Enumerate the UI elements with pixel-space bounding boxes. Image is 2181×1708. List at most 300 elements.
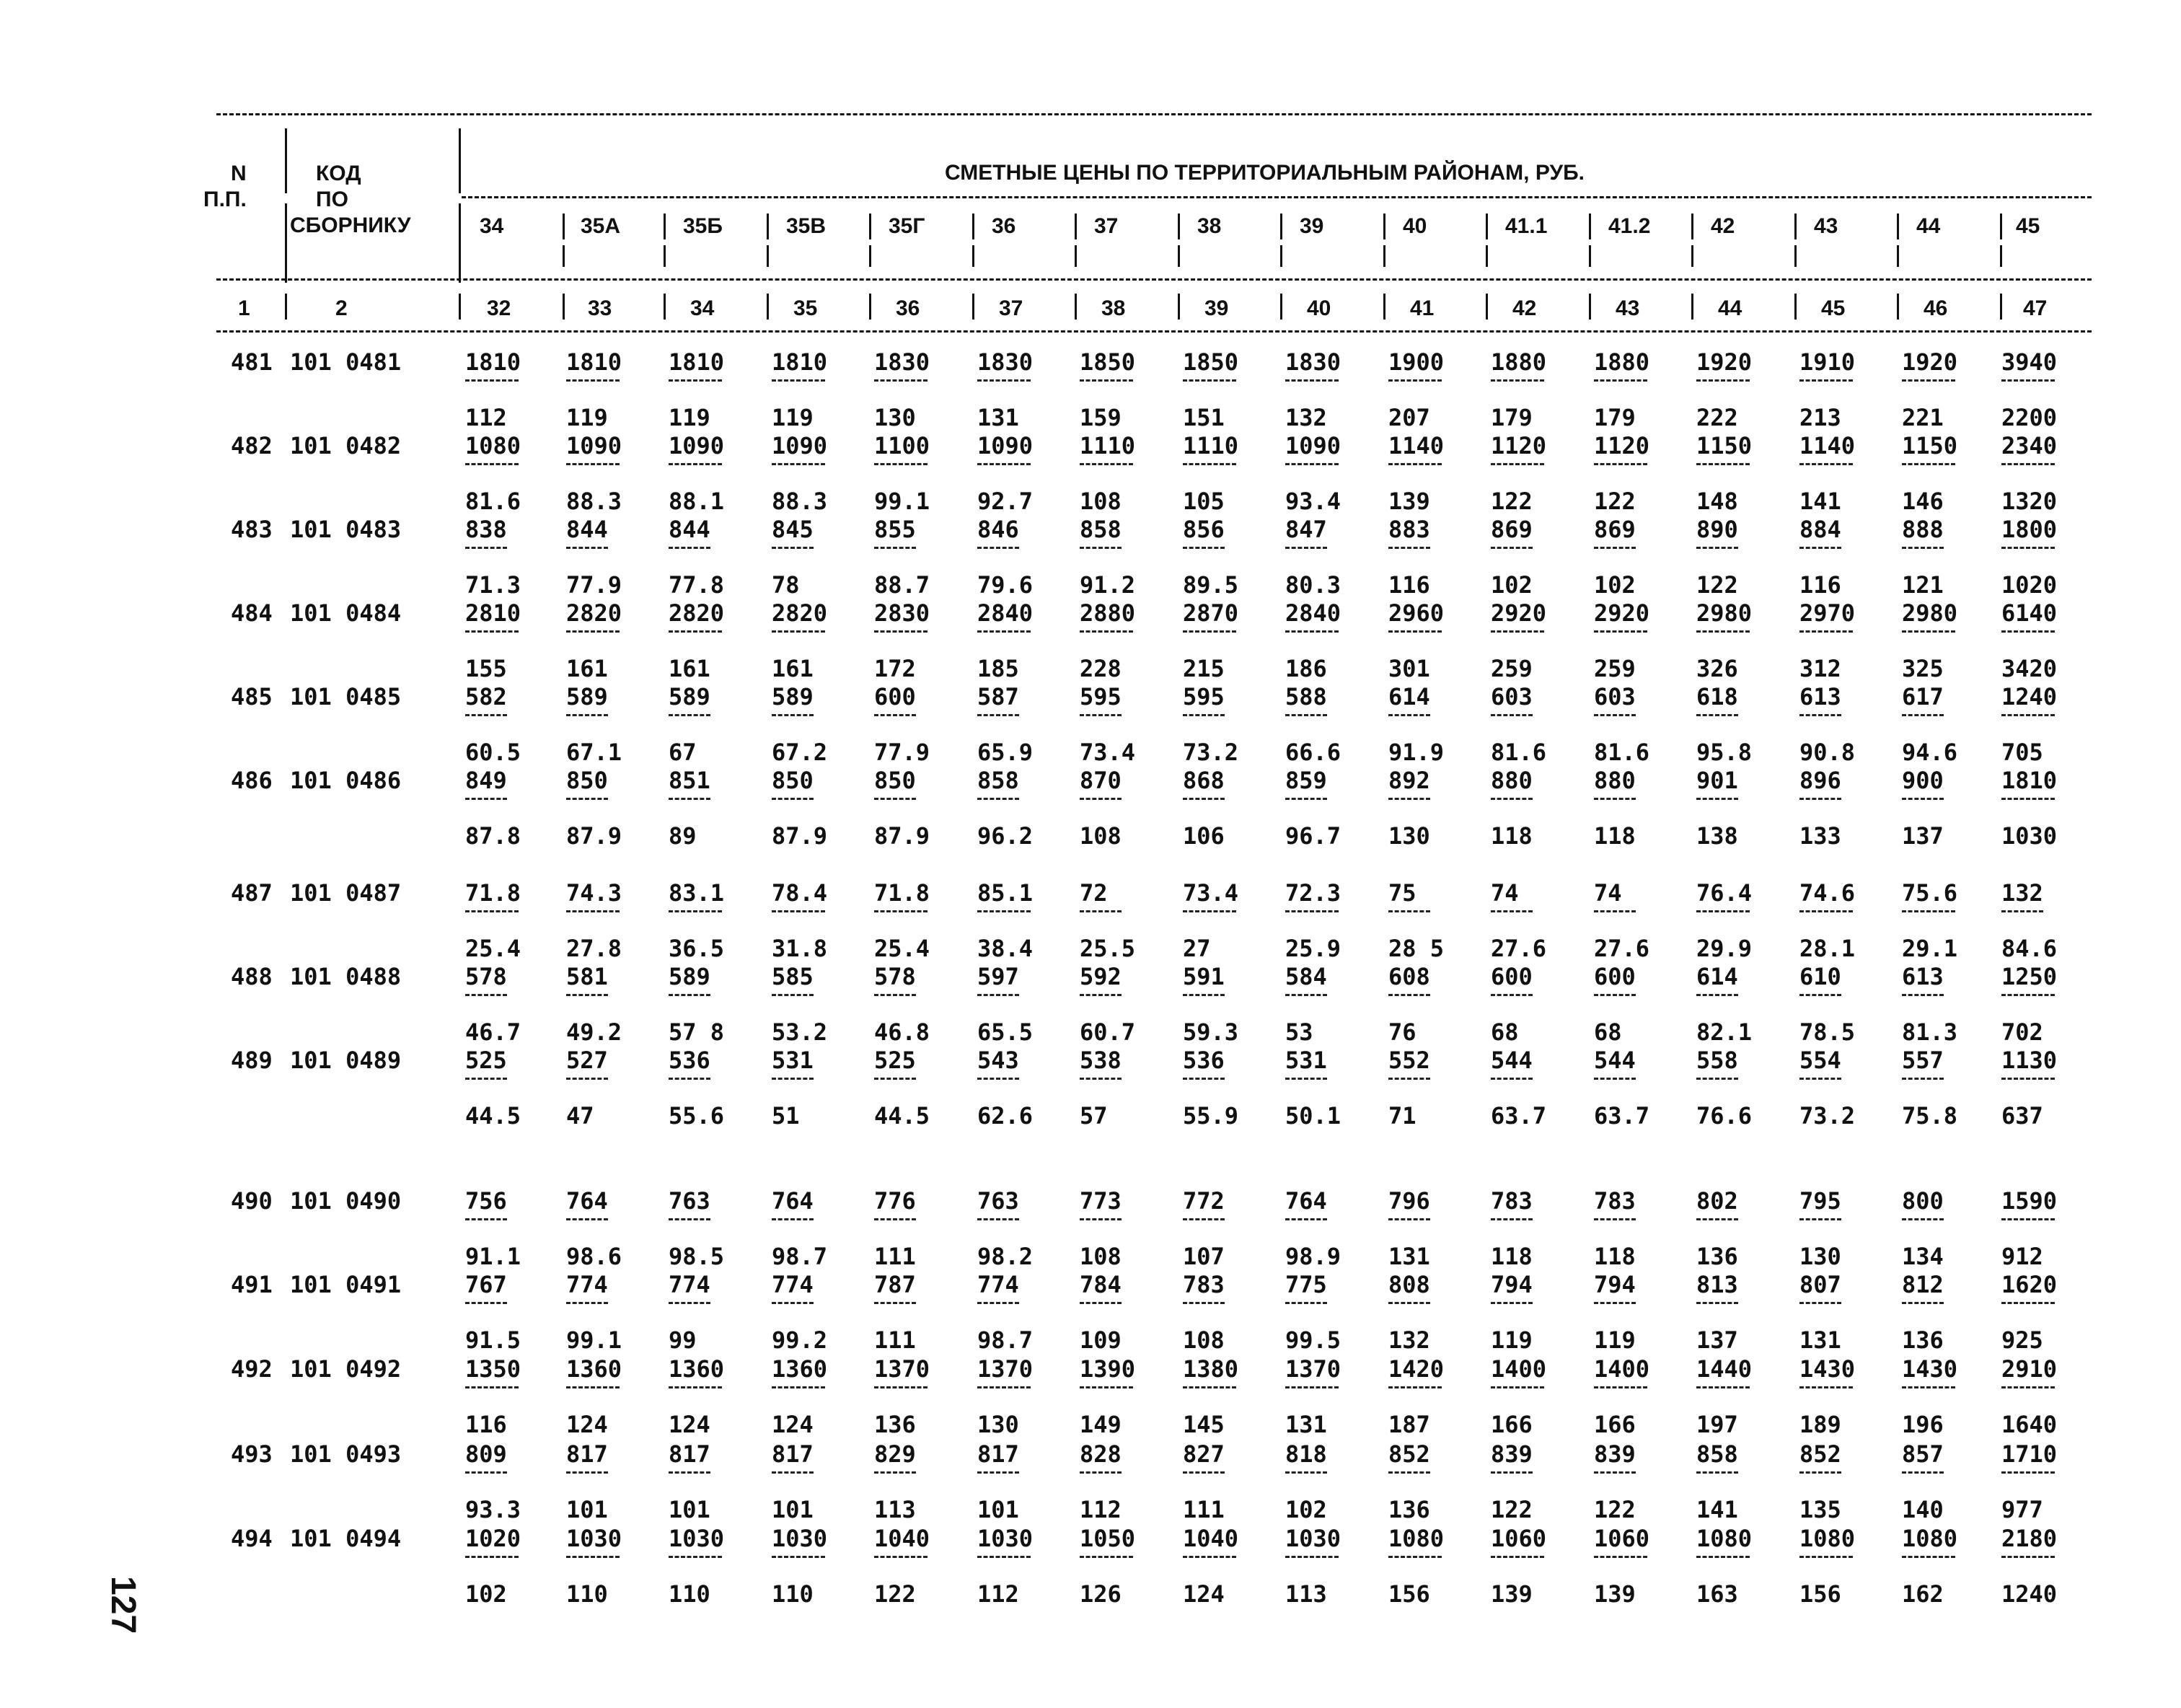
price-value-bottom: 25.5	[1080, 935, 1136, 962]
price-value-bottom: 89.5	[1183, 571, 1239, 599]
price-value-top: 1090	[669, 432, 725, 459]
price-value-bottom: 108	[1080, 822, 1122, 850]
price-value-top: 610	[1799, 963, 1841, 990]
price-value-top: 1810	[669, 348, 725, 376]
price-value-top: 1850	[1080, 348, 1136, 376]
price-value-top: 1810	[566, 348, 622, 376]
price-value-top: 1920	[1902, 348, 1958, 376]
fraction-line	[1799, 714, 1841, 716]
fraction-line	[1696, 714, 1738, 716]
price-value-top: 1400	[1594, 1355, 1650, 1383]
fraction-line	[1285, 714, 1327, 716]
row-number: 483	[231, 516, 273, 543]
fraction-line	[1080, 714, 1122, 716]
price-value-bottom: 106	[1183, 822, 1225, 850]
price-value-bottom: 119	[1491, 1326, 1533, 1354]
fraction-line	[1594, 1218, 1636, 1220]
fraction-line	[1388, 1078, 1430, 1080]
price-value-bottom: 112	[465, 404, 507, 431]
price-value-top: 794	[1594, 1271, 1636, 1298]
fraction-line	[669, 1302, 710, 1304]
price-value-bottom: 113	[874, 1496, 916, 1523]
fraction-line	[1491, 1078, 1533, 1080]
fraction-line	[1285, 1218, 1327, 1220]
price-value-top: 1060	[1594, 1525, 1650, 1552]
price-value-bottom: 113	[1285, 1580, 1327, 1608]
price-value-bottom: 67.1	[566, 739, 622, 766]
column-number: 35	[793, 296, 818, 320]
price-value-top: 800	[1902, 1187, 1944, 1215]
price-value-top: 817	[566, 1440, 608, 1468]
price-value-bottom: 29.9	[1696, 935, 1753, 962]
price-value-bottom: 65.5	[977, 1018, 1034, 1046]
district-header: 40	[1403, 214, 1427, 238]
price-value-top: 1830	[1285, 348, 1341, 376]
district-separator-lower	[1691, 245, 1693, 267]
fraction-line	[874, 1218, 916, 1220]
fraction-line	[2001, 994, 2055, 996]
fraction-line	[1594, 1386, 1647, 1388]
fraction-line	[1183, 714, 1225, 716]
price-value-bottom: 116	[465, 1411, 507, 1438]
row-code: 101 0494	[290, 1525, 402, 1552]
price-value-bottom: 136	[1696, 1243, 1738, 1270]
price-value-top: 614	[1388, 683, 1430, 710]
fraction-line	[1491, 1386, 1544, 1388]
price-value-top: 75.6	[1902, 879, 1958, 907]
fraction-line	[1183, 1078, 1225, 1080]
price-value-bottom: 189	[1799, 1411, 1841, 1438]
price-value-top: 847	[1285, 516, 1327, 543]
price-value-bottom: 99	[669, 1326, 697, 1354]
price-value-top: 132	[2001, 879, 2043, 907]
price-value-bottom: 76	[1388, 1018, 1416, 1046]
price-value-bottom: 1030	[2001, 822, 2058, 850]
price-value-top: 812	[1902, 1271, 1944, 1298]
price-value-top: 772	[1183, 1187, 1225, 1215]
price-value-top: 784	[1080, 1271, 1122, 1298]
price-value-top: 880	[1491, 767, 1533, 794]
fraction-line	[1594, 798, 1636, 800]
price-value-bottom: 110	[566, 1580, 608, 1608]
fraction-line	[465, 910, 519, 912]
colnum-separator	[1794, 294, 1797, 320]
price-value-top: 2970	[1799, 599, 1856, 627]
price-value-top: 1140	[1799, 432, 1856, 459]
fraction-line	[1799, 798, 1841, 800]
row-code: 101 0483	[290, 516, 402, 543]
price-value-bottom: 134	[1902, 1243, 1944, 1270]
row-number: 485	[231, 683, 273, 710]
price-value-top: 557	[1902, 1047, 1944, 1074]
district-header: 39	[1300, 214, 1324, 238]
district-header: 35В	[786, 214, 827, 238]
price-value-bottom: 172	[874, 655, 916, 682]
fraction-line	[1594, 379, 1647, 382]
fraction-line	[1388, 379, 1442, 382]
fraction-line	[2001, 379, 2055, 382]
fraction-line	[669, 1386, 722, 1388]
price-value-top: 1390	[1080, 1355, 1136, 1383]
price-value-bottom: 259	[1491, 655, 1533, 682]
price-value-top: 1090	[977, 432, 1034, 459]
price-value-top: 857	[1902, 1440, 1944, 1468]
fraction-line	[465, 1078, 507, 1080]
price-value-top: 1360	[669, 1355, 725, 1383]
price-value-bottom: 99.2	[772, 1326, 828, 1354]
fraction-line	[669, 1218, 710, 1220]
price-value-top: 1030	[772, 1525, 828, 1552]
price-value-top: 1090	[566, 432, 622, 459]
price-value-bottom: 90.8	[1799, 739, 1856, 766]
price-value-bottom: 101	[772, 1496, 814, 1523]
price-value-top: 1370	[874, 1355, 930, 1383]
colnum-separator	[1897, 294, 1899, 320]
price-value-bottom: 44.5	[874, 1102, 930, 1130]
price-value-bottom: 132	[1388, 1326, 1430, 1354]
colnum-separator	[1075, 294, 1077, 320]
fraction-line	[977, 463, 1031, 465]
price-value-bottom: 161	[772, 655, 814, 682]
price-value-bottom: 977	[2001, 1496, 2043, 1523]
fraction-line	[772, 379, 825, 382]
price-value-top: 1380	[1183, 1355, 1239, 1383]
price-value-top: 1440	[1696, 1355, 1753, 1383]
price-value-top: 525	[465, 1047, 507, 1074]
fraction-line	[1388, 910, 1430, 912]
price-value-top: 1080	[1388, 1525, 1445, 1552]
row-code: 101 0488	[290, 963, 402, 990]
colnum-separator	[664, 294, 666, 320]
price-value-top: 829	[874, 1440, 916, 1468]
fraction-line	[1902, 1471, 1944, 1474]
fraction-line	[1799, 1078, 1841, 1080]
district-header: 37	[1094, 214, 1119, 238]
price-value-bottom: 55.6	[669, 1102, 725, 1130]
fraction-line	[1902, 547, 1944, 549]
price-value-bottom: 47	[566, 1102, 594, 1130]
price-value-top: 1910	[1799, 348, 1856, 376]
fraction-line	[1902, 1078, 1944, 1080]
fraction-line	[566, 463, 620, 465]
price-value-top: 589	[669, 683, 710, 710]
district-separator	[1589, 214, 1591, 239]
fraction-line	[669, 1471, 710, 1474]
num-header-2: П.П.	[203, 188, 247, 211]
fraction-line	[566, 994, 608, 996]
fraction-line	[874, 910, 928, 912]
price-value-bottom: 197	[1696, 1411, 1738, 1438]
fraction-line	[1799, 630, 1853, 633]
fraction-line	[772, 1556, 825, 1558]
price-value-top: 869	[1594, 516, 1636, 543]
price-value-bottom: 77.8	[669, 571, 725, 599]
fraction-line	[1183, 1302, 1225, 1304]
price-value-bottom: 179	[1491, 404, 1533, 431]
fraction-line	[1491, 1556, 1544, 1558]
fraction-line	[1594, 1556, 1647, 1558]
price-value-bottom: 119	[772, 404, 814, 431]
fraction-line	[772, 1471, 814, 1474]
price-value-top: 588	[1285, 683, 1327, 710]
price-value-top: 2820	[772, 599, 828, 627]
price-value-bottom: 131	[1799, 1326, 1841, 1354]
price-value-top: 1810	[772, 348, 828, 376]
price-value-top: 845	[772, 516, 814, 543]
price-value-top: 1800	[2001, 516, 2058, 543]
fraction-line	[977, 547, 1019, 549]
price-value-bottom: 136	[874, 1411, 916, 1438]
fraction-line	[1799, 1302, 1841, 1304]
price-value-top: 1020	[465, 1525, 521, 1552]
price-value-top: 1120	[1491, 432, 1547, 459]
fraction-line	[465, 1386, 519, 1388]
district-separator	[1691, 214, 1693, 239]
price-value-top: 796	[1388, 1187, 1430, 1215]
district-separator-lower	[1280, 245, 1282, 267]
price-value-bottom: 101	[669, 1496, 710, 1523]
price-value-bottom: 186	[1285, 655, 1327, 682]
price-value-top: 1880	[1491, 348, 1547, 376]
price-value-top: 525	[874, 1047, 916, 1074]
price-value-top: 591	[1183, 963, 1225, 990]
fraction-line	[2001, 910, 2043, 912]
price-value-top: 1370	[977, 1355, 1034, 1383]
fraction-line	[1183, 910, 1236, 912]
price-value-bottom: 101	[566, 1496, 608, 1523]
price-value-bottom: 102	[1285, 1496, 1327, 1523]
row-number: 492	[231, 1355, 273, 1383]
price-value-bottom: 118	[1594, 1243, 1636, 1270]
price-value-bottom: 91.2	[1080, 571, 1136, 599]
fraction-line	[874, 463, 928, 465]
district-header: 41.1	[1505, 214, 1548, 238]
price-value-bottom: 38.4	[977, 935, 1034, 962]
fraction-line	[1183, 463, 1236, 465]
price-value-bottom: 136	[1388, 1496, 1430, 1523]
price-value-top: 1090	[1285, 432, 1341, 459]
price-value-bottom: 107	[1183, 1243, 1225, 1270]
fraction-line	[1183, 630, 1236, 633]
fraction-line	[1594, 1302, 1636, 1304]
fraction-line	[1080, 910, 1122, 912]
price-value-top: 794	[1491, 1271, 1533, 1298]
price-value-bottom: 76.6	[1696, 1102, 1753, 1130]
fraction-line	[465, 630, 519, 633]
fraction-line	[772, 1218, 814, 1220]
fraction-line	[566, 798, 608, 800]
price-value-bottom: 27.6	[1594, 935, 1650, 962]
fraction-line	[669, 994, 710, 996]
price-value-bottom: 73.2	[1799, 1102, 1856, 1130]
price-value-bottom: 94.6	[1902, 739, 1958, 766]
price-value-top: 838	[465, 516, 507, 543]
price-value-bottom: 88.3	[566, 488, 622, 515]
num-header-1: N	[231, 162, 247, 185]
price-value-bottom: 91.5	[465, 1326, 521, 1354]
colnum-separator	[285, 294, 287, 320]
price-value-top: 1590	[2001, 1187, 2058, 1215]
code-header-2: ПО	[316, 188, 348, 211]
price-value-top: 818	[1285, 1440, 1327, 1468]
price-value-bottom: 131	[977, 404, 1019, 431]
district-separator-lower	[664, 245, 666, 267]
price-value-top: 608	[1388, 963, 1430, 990]
fraction-line	[1080, 1556, 1133, 1558]
price-value-top: 83.1	[669, 879, 725, 907]
price-value-bottom: 222	[1696, 404, 1738, 431]
price-value-bottom: 130	[1388, 822, 1430, 850]
price-value-top: 603	[1594, 683, 1636, 710]
fraction-line	[977, 1386, 1031, 1388]
header-divider-code	[459, 128, 461, 193]
price-value-top: 2920	[1491, 599, 1547, 627]
price-value-bottom: 63.7	[1594, 1102, 1650, 1130]
price-value-bottom: 84.6	[2001, 935, 2058, 962]
price-value-bottom: 116	[1799, 571, 1841, 599]
district-header: 35Г	[889, 214, 925, 238]
fraction-line	[1285, 910, 1339, 912]
price-value-top: 817	[669, 1440, 710, 1468]
fraction-line	[669, 1078, 710, 1080]
price-value-bottom: 148	[1696, 488, 1738, 515]
fraction-line	[1080, 1386, 1133, 1388]
column-number: 42	[1512, 296, 1537, 320]
fraction-line	[1799, 547, 1841, 549]
price-value-top: 589	[566, 683, 608, 710]
fraction-line	[1594, 630, 1647, 633]
fraction-line	[1491, 1302, 1533, 1304]
price-value-top: 844	[566, 516, 608, 543]
row-code: 101 0487	[290, 879, 402, 907]
fraction-line	[566, 1078, 608, 1080]
price-value-top: 74	[1491, 879, 1519, 907]
price-value-top: 2870	[1183, 599, 1239, 627]
price-value-top: 1060	[1491, 1525, 1547, 1552]
fraction-line	[566, 714, 608, 716]
district-separator	[563, 214, 565, 239]
price-value-bottom: 3420	[2001, 655, 2058, 682]
price-value-top: 1120	[1594, 432, 1650, 459]
fraction-line	[1696, 1302, 1738, 1304]
price-value-top: 595	[1080, 683, 1122, 710]
fraction-line	[1491, 798, 1533, 800]
price-value-top: 2840	[1285, 599, 1341, 627]
price-value-top: 783	[1491, 1187, 1533, 1215]
price-value-bottom: 111	[874, 1243, 916, 1270]
column-number: 33	[588, 296, 612, 320]
price-value-top: 884	[1799, 516, 1841, 543]
fraction-line	[1388, 1471, 1430, 1474]
price-value-bottom: 146	[1902, 488, 1944, 515]
fraction-line	[874, 994, 916, 996]
price-value-bottom: 105	[1183, 488, 1225, 515]
price-value-bottom: 110	[669, 1580, 710, 1608]
price-value-bottom: 124	[566, 1411, 608, 1438]
price-value-bottom: 139	[1491, 1580, 1533, 1608]
price-value-top: 787	[874, 1271, 916, 1298]
price-value-top: 536	[1183, 1047, 1225, 1074]
price-value-bottom: 36.5	[669, 935, 725, 962]
district-separator-lower	[2000, 245, 2002, 267]
fraction-line	[1080, 1078, 1122, 1080]
fraction-line	[1285, 994, 1327, 996]
fraction-line	[566, 1218, 608, 1220]
price-value-top: 849	[465, 767, 507, 794]
fraction-line	[1696, 910, 1750, 912]
price-value-top: 538	[1080, 1047, 1122, 1074]
district-separator	[1075, 214, 1077, 239]
fraction-line	[1902, 1218, 1944, 1220]
price-value-top: 775	[1285, 1271, 1327, 1298]
price-value-top: 858	[1080, 516, 1122, 543]
price-value-bottom: 73.2	[1183, 739, 1239, 766]
price-value-bottom: 637	[2001, 1102, 2043, 1130]
fraction-line	[977, 994, 1019, 996]
price-value-top: 527	[566, 1047, 608, 1074]
price-value-bottom: 166	[1594, 1411, 1636, 1438]
fraction-line	[465, 1302, 507, 1304]
fraction-line	[1285, 1556, 1339, 1558]
price-value-top: 2830	[874, 599, 930, 627]
fraction-line	[566, 547, 608, 549]
fraction-line	[1594, 1078, 1636, 1080]
fraction-line	[669, 910, 722, 912]
price-value-top: 2820	[566, 599, 622, 627]
price-value-top: 855	[874, 516, 916, 543]
colnum-separator	[1486, 294, 1488, 320]
price-value-bottom: 221	[1902, 404, 1944, 431]
price-value-top: 809	[465, 1440, 507, 1468]
price-value-bottom: 301	[1388, 655, 1430, 682]
price-value-bottom: 51	[772, 1102, 800, 1130]
price-value-top: 1420	[1388, 1355, 1445, 1383]
price-value-top: 1830	[977, 348, 1034, 376]
price-value-top: 613	[1902, 963, 1944, 990]
header-colnum-rule	[216, 278, 2092, 281]
fraction-line	[1388, 994, 1430, 996]
fraction-line	[566, 1471, 608, 1474]
price-value-bottom: 912	[2001, 1243, 2043, 1270]
district-separator	[1178, 214, 1180, 239]
fraction-line	[1388, 1386, 1442, 1388]
price-value-top: 600	[874, 683, 916, 710]
fraction-line	[1594, 910, 1636, 912]
price-value-bottom: 108	[1183, 1326, 1225, 1354]
fraction-line	[1696, 1556, 1750, 1558]
price-value-top: 531	[772, 1047, 814, 1074]
price-value-bottom: 702	[2001, 1018, 2043, 1046]
fraction-line	[874, 1471, 916, 1474]
colnum-separator	[1383, 294, 1385, 320]
price-value-top: 774	[772, 1271, 814, 1298]
price-value-bottom: 98.9	[1285, 1243, 1341, 1270]
price-value-top: 817	[772, 1440, 814, 1468]
price-value-top: 74.3	[566, 879, 622, 907]
price-value-bottom: 124	[772, 1411, 814, 1438]
fraction-line	[1080, 994, 1122, 996]
price-value-bottom: 312	[1799, 655, 1841, 682]
fraction-line	[874, 798, 916, 800]
price-value-top: 71.8	[874, 879, 930, 907]
fraction-line	[772, 463, 825, 465]
district-separator	[664, 214, 666, 239]
price-value-bottom: 102	[465, 1580, 507, 1608]
fraction-line	[874, 630, 928, 633]
price-value-bottom: 96.2	[977, 822, 1034, 850]
price-value-bottom: 139	[1388, 488, 1430, 515]
price-value-bottom: 145	[1183, 1411, 1225, 1438]
